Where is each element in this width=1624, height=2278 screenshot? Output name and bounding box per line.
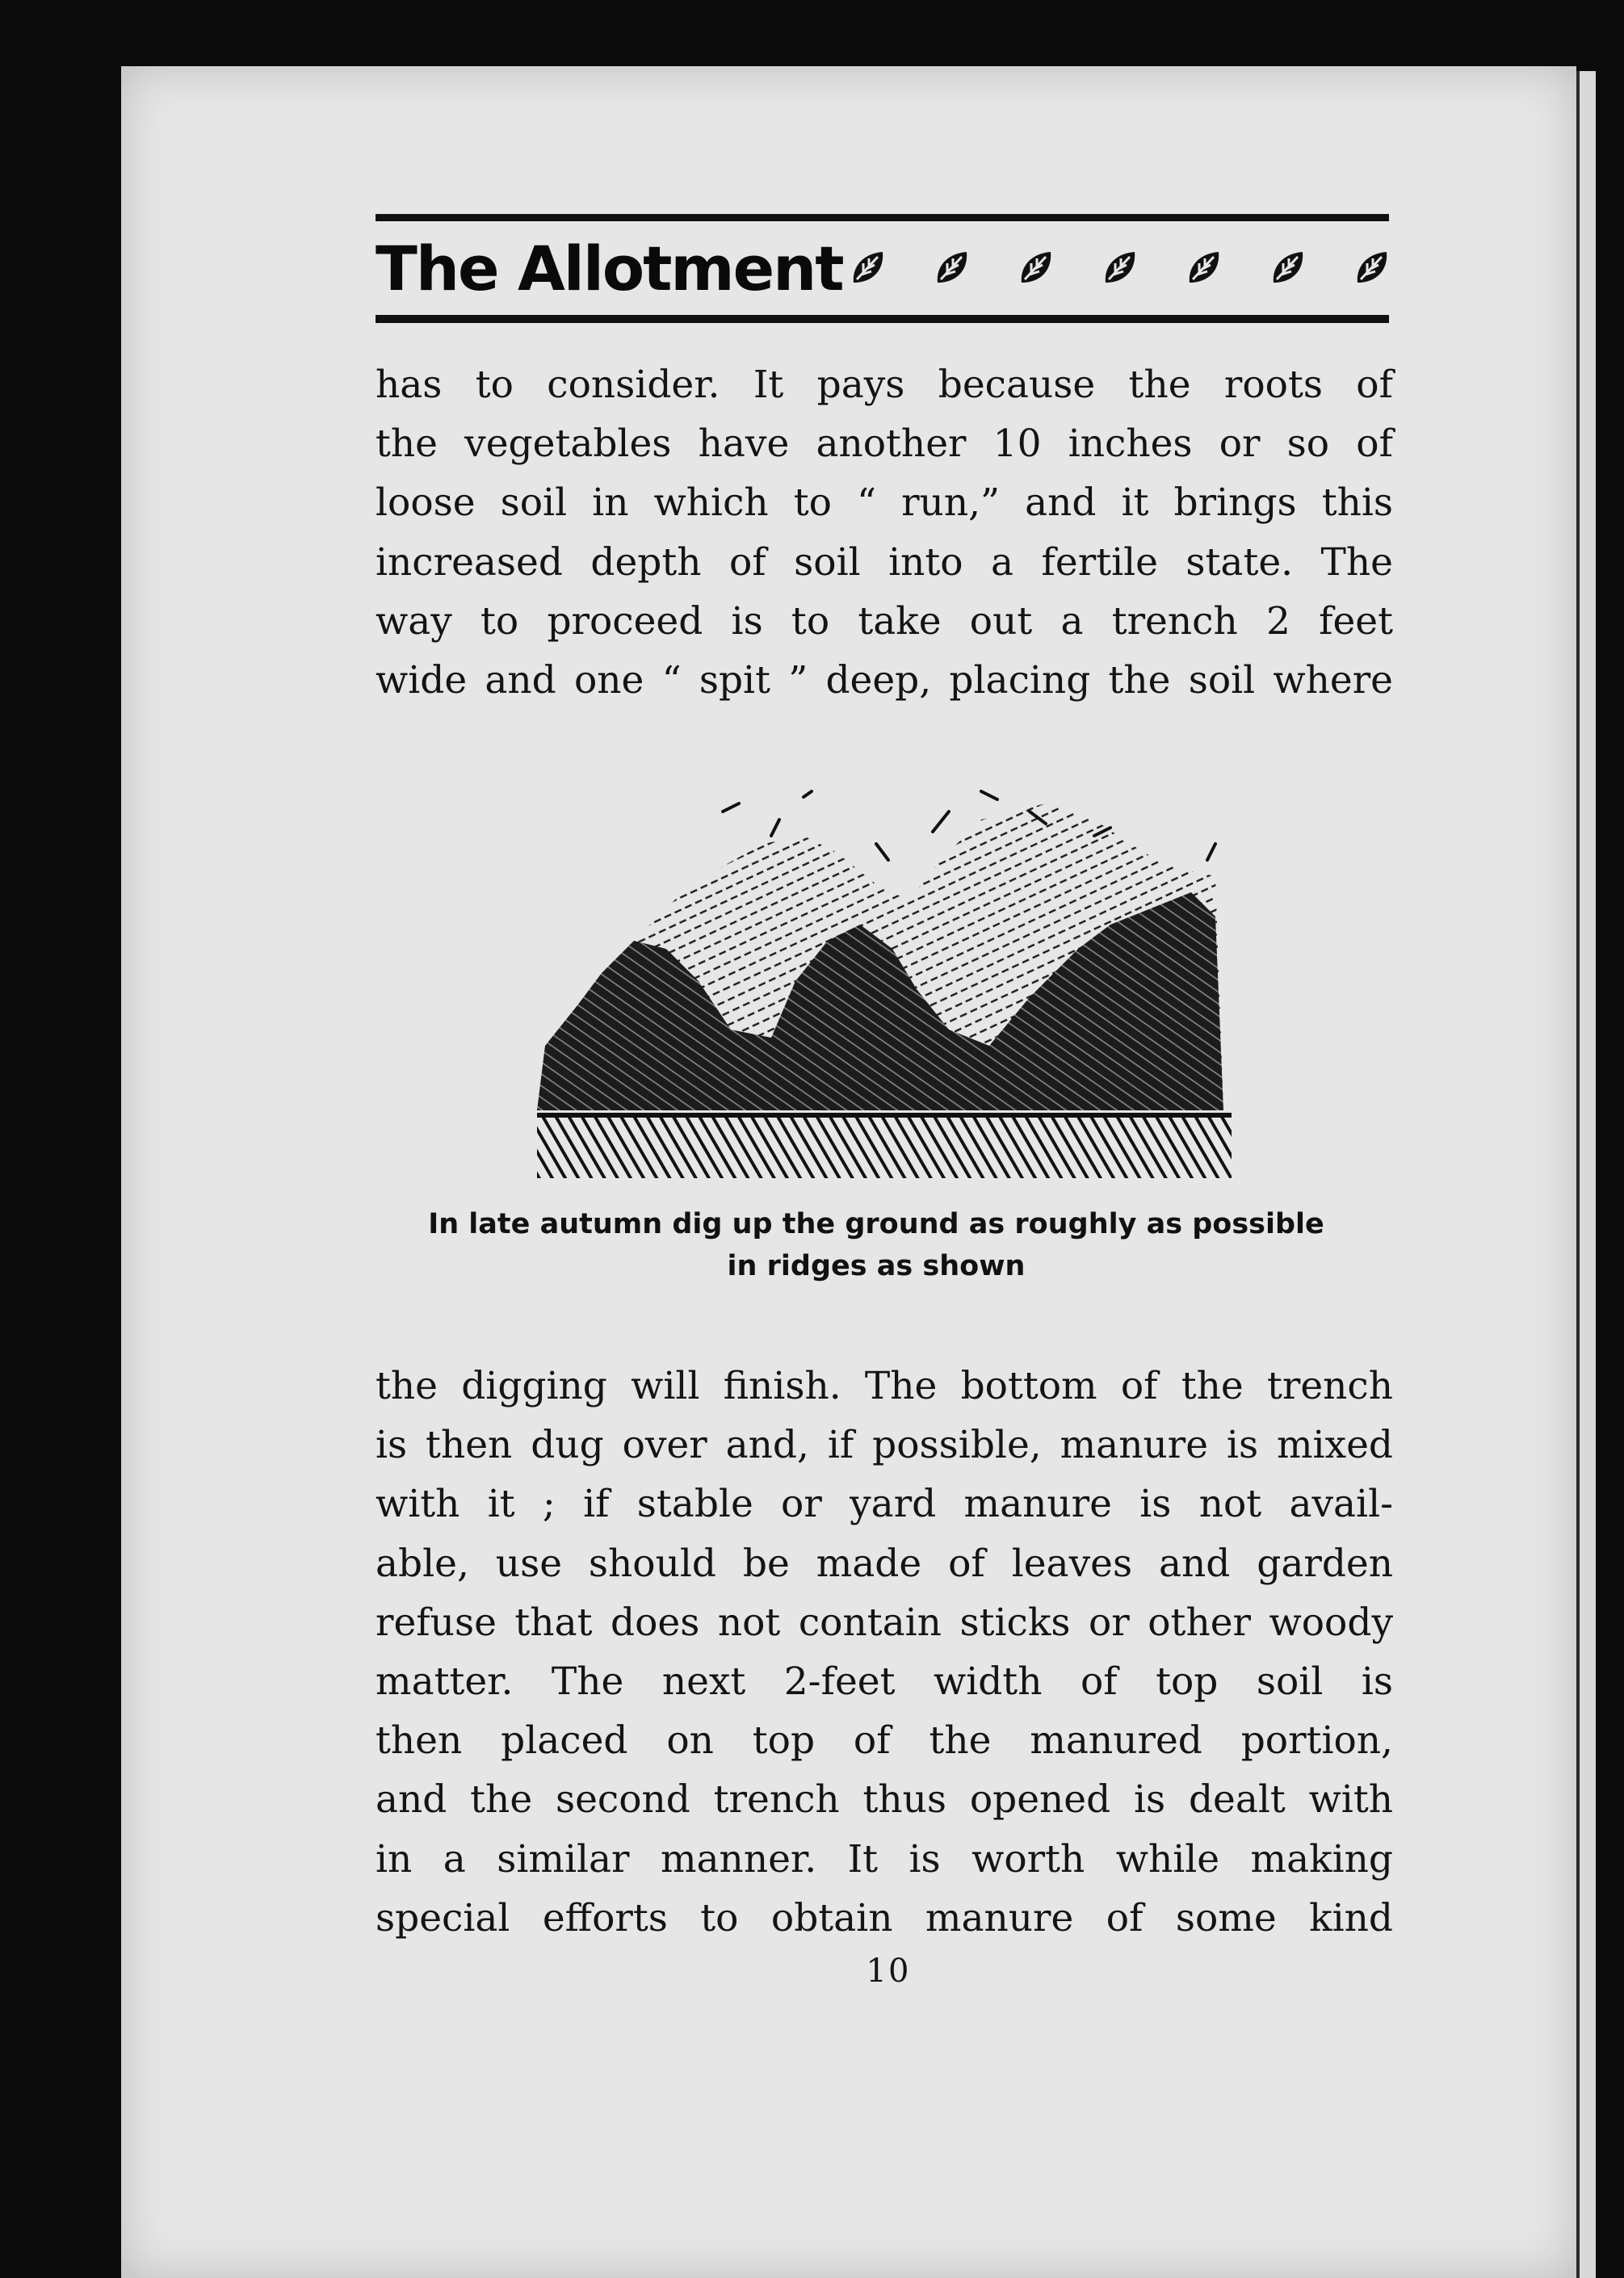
text-line: special efforts to obtain manure of some kind [376, 1895, 1393, 1940]
header-rule-top [376, 214, 1389, 221]
leaf-icon [931, 247, 973, 289]
running-head [376, 228, 1393, 308]
text-line: is then dug over and, if possible, manure is mixed [376, 1423, 1393, 1468]
text-line: then placed on top of the manured portion, [376, 1718, 1393, 1764]
text-line: and the second trench thus opened is dealt with [376, 1777, 1393, 1823]
text-line: matter. The next 2-feet width of top soil is [376, 1659, 1393, 1705]
paragraph-bottom [376, 1357, 1393, 1948]
caption-line: In late autumn dig up the ground as roughly as possible [428, 1208, 1324, 1240]
text-line: loose soil in which to “ run,” and it brings this [376, 480, 1393, 526]
leaf-ornaments [847, 247, 1393, 289]
leaf-icon [1099, 247, 1141, 289]
soil-ridges-illustration [529, 787, 1240, 1183]
text-line: the digging will finish. The bottom of the trench [376, 1364, 1393, 1408]
text-line: way to proceed is to take out a trench 2 feet [376, 598, 1393, 644]
page-edge [1576, 71, 1596, 2278]
header-rule-bottom [376, 315, 1389, 323]
page-number: 10 [866, 1953, 911, 1990]
text-line: able, use should be made of leaves and garden [376, 1541, 1393, 1586]
leaf-icon [1183, 247, 1225, 289]
figure-caption [404, 1203, 1349, 1287]
text-line: wide and one “ spit ” deep, placing the soil where [376, 658, 1393, 703]
caption-line: in ridges as shown [727, 1250, 1026, 1282]
text-line: with it ; if stable or yard manure is not avail- [376, 1482, 1393, 1527]
text-line: increased depth of soil into a fertile state. The [376, 539, 1393, 585]
running-head-title: The Allotment [376, 232, 843, 304]
paragraph-top [376, 355, 1393, 710]
leaf-icon [1351, 247, 1393, 289]
text-line: has to consider. It pays because the roots of [376, 363, 1393, 407]
text-line: the vegetables have another 10 inches or so of [376, 422, 1393, 467]
text-line: in a similar manner. It is worth while making [376, 1836, 1393, 1882]
text-line: refuse that does not contain sticks or other woody [376, 1600, 1393, 1645]
leaf-icon [847, 247, 889, 289]
leaf-icon [1267, 247, 1309, 289]
leaf-icon [1015, 247, 1057, 289]
